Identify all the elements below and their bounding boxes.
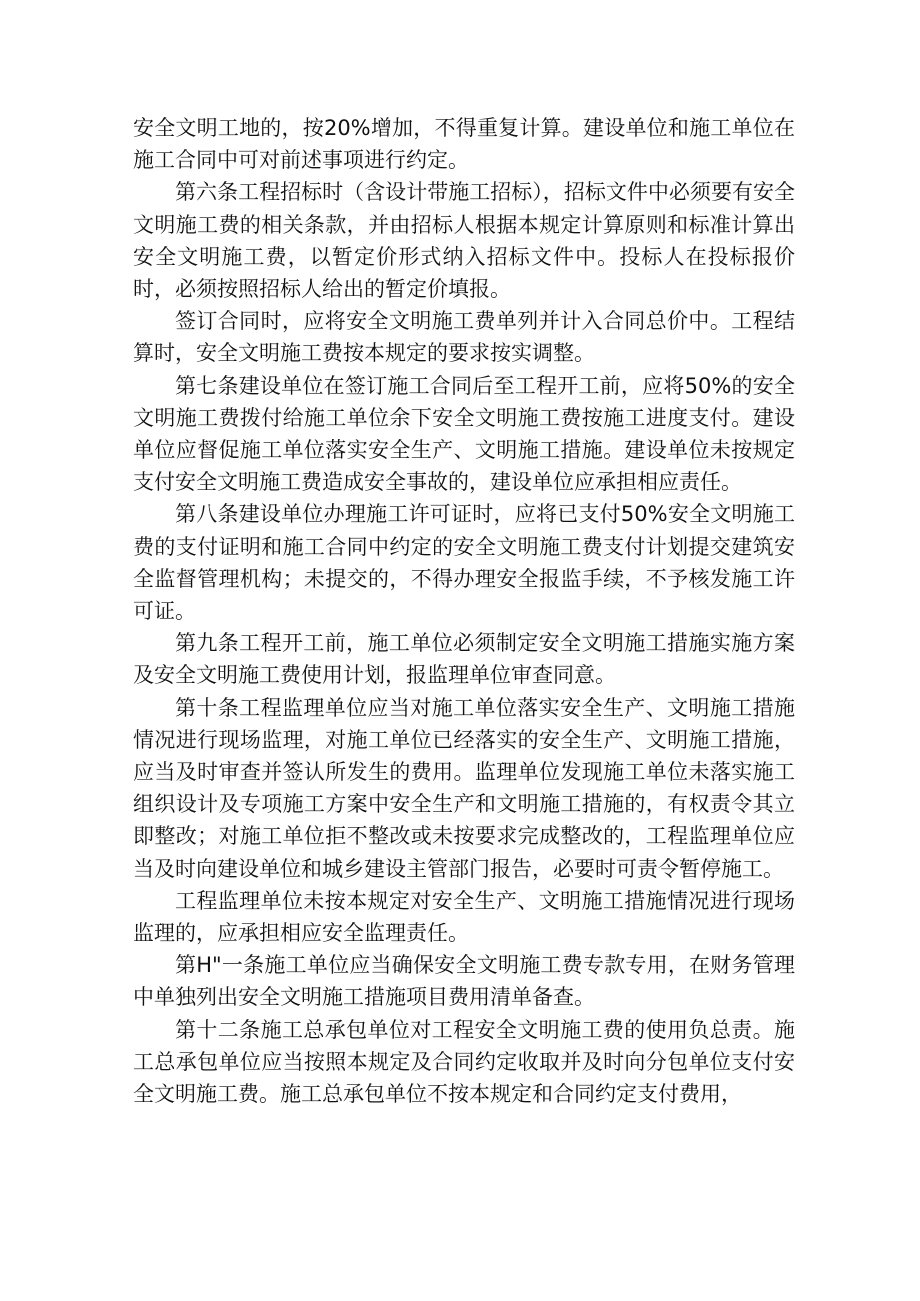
paragraph-article-11: 第H"一条施工单位应当确保安全文明施工费专款专用，在财务管理中单独列出安全文明施工措施项目费用清单备查。 <box>133 953 795 1010</box>
document-body <box>133 112 795 1110</box>
paragraph-continuation: 安全文明工地的，按20%增加，不得重复计算。建设单位和施工单位在施工合同中可对前述事项进行约定。 <box>133 116 795 173</box>
paragraph-article-8: 第八条建设单位办理施工许可证时，应将已支付50%安全文明施工费的支付证明和施工合同中约定的安全文明施工费支付计划提交建筑安全监督管理机构；未提交的，不得办理安全报监手续，不予核发施工许可证。 <box>133 502 795 624</box>
paragraph-article-7: 第七条建设单位在签订施工合同后至工程开工前，应将50%的安全文明施工费拨付给施工单位余下安全文明施工费按施工进度支付。建设单位应督促施工单位落实安全生产、文明施工措施。建设单位未按规定支付安全文明施工费造成安全事故的，建设单位应承担相应责任。 <box>133 373 795 495</box>
paragraph-article-10: 第十条工程监理单位应当对施工单位落实安全生产、文明施工措施情况进行现场监理，对施工单位已经落实的安全生产、文明施工措施，应当及时审查并签认所发生的费用。监理单位发现施工单位未落实施工组织设计及专项施工方案中安全生产和文明施工措施的，有权责令其立即整改；对施工单位拒不整改或未按要求完成整改的，工程监理单位应当及时向建设单位和城乡建设主管部门报告，必要时可责令暂停施工。 <box>133 695 795 881</box>
paragraph-article-6: 第六条工程招标时（含设计带施工招标），招标文件中必须要有安全文明施工费的相关条款，并由招标人根据本规定计算原则和标准计算出安全文明施工费，以暂定价形式纳入招标文件中。投标人在投标报价时，必须按照招标人给出的暂定价填报。 <box>133 180 795 302</box>
paragraph-contract-signing: 签订合同时，应将安全文明施工费单列并计入合同总价中。工程结算时，安全文明施工费按本规定的要求按实调整。 <box>133 309 795 366</box>
paragraph-article-9: 第九条工程开工前，施工单位必须制定安全文明施工措施实施方案及安全文明施工费使用计划，报监理单位审查同意。 <box>133 631 795 688</box>
paragraph-supervision-liability: 工程监理单位未按本规定对安全生产、文明施工措施情况进行现场监理的，应承担相应安全监理责任。 <box>133 888 795 946</box>
paragraph-article-12: 第十二条施工总承包单位对工程安全文明施工费的使用负总责。施工总承包单位应当按照本规定及合同约定收取并及时向分包单位支付安全文明施工费。施工总承包单位不按本规定和合同约定支付费用， <box>133 1017 795 1107</box>
